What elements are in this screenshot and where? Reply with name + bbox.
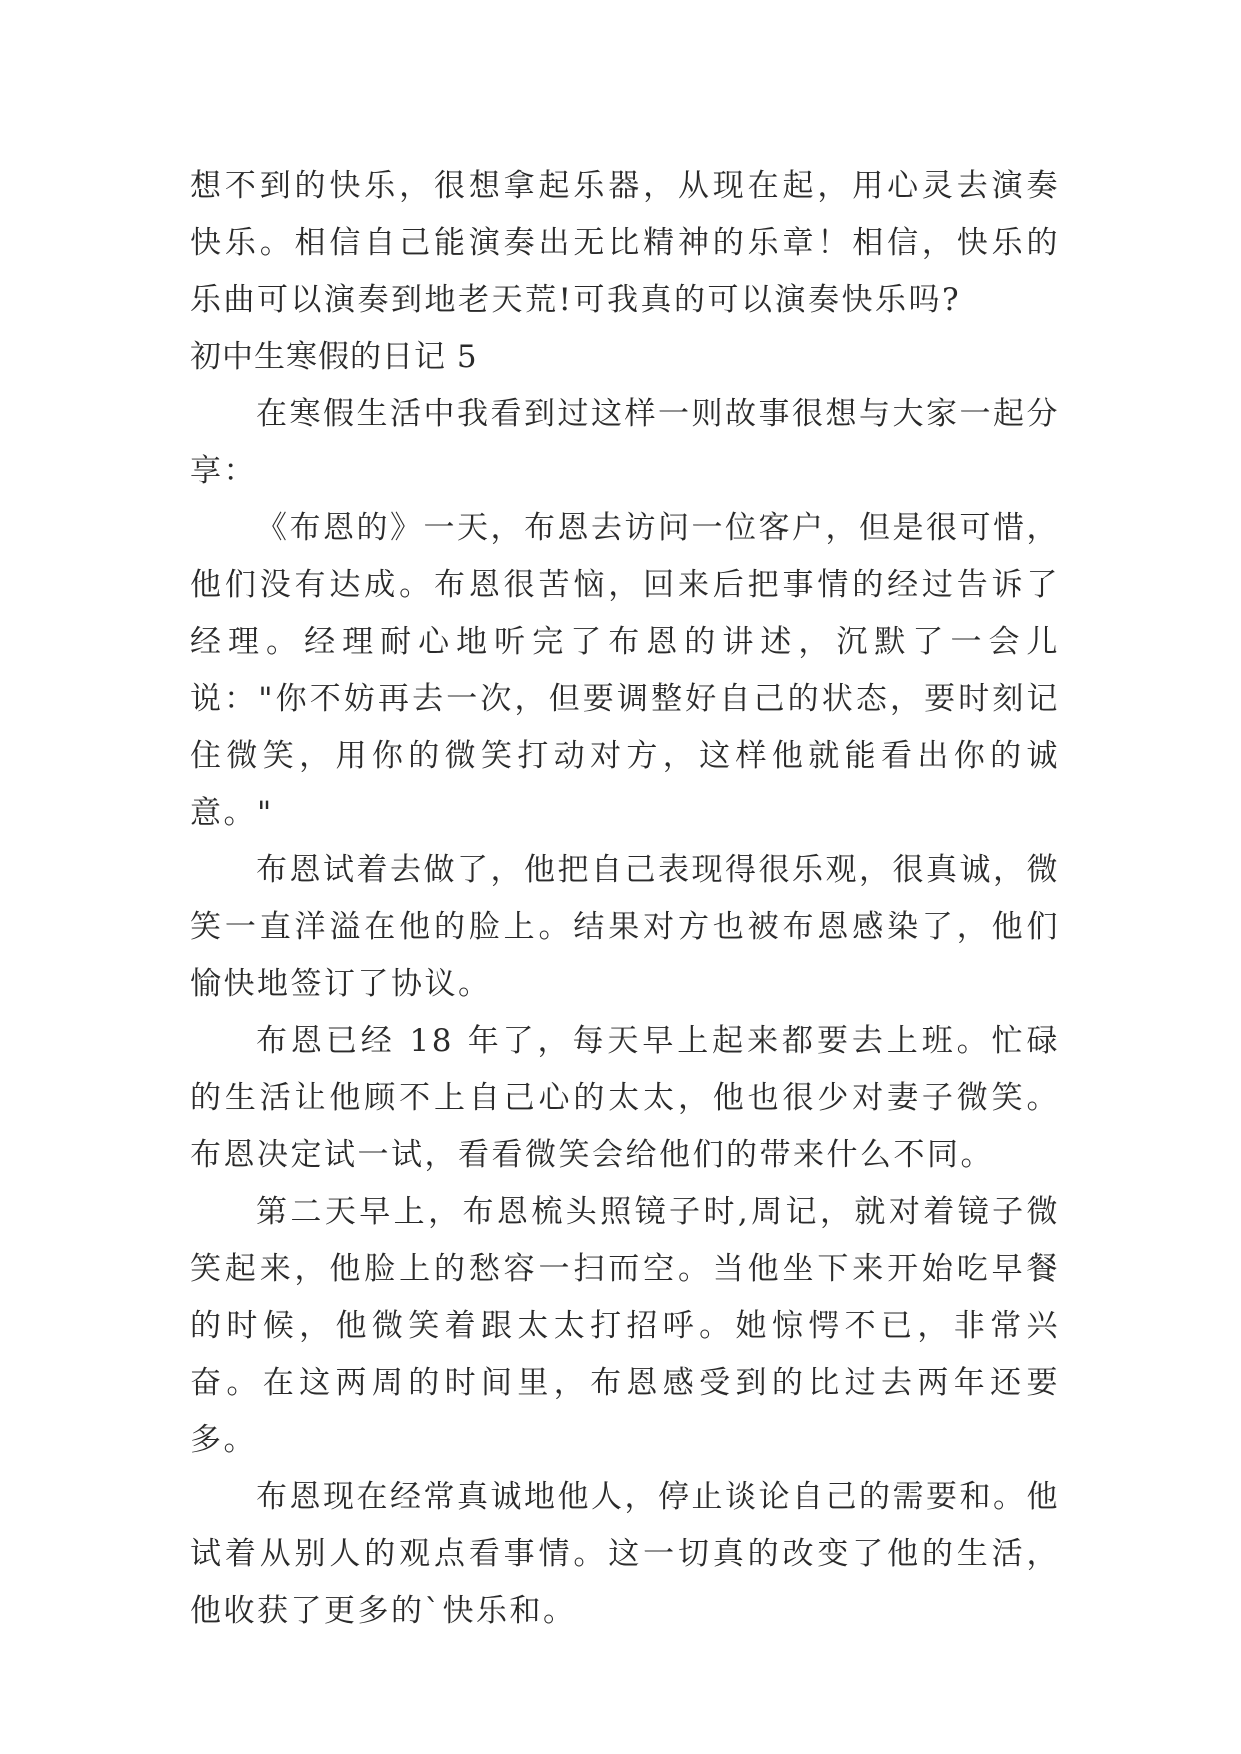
body-paragraph: 在寒假生活中我看到过这样一则故事很想与大家一起分享： — [190, 396, 1060, 489]
section-heading: 初中生寒假的日记 5 — [190, 339, 478, 375]
body-paragraph: 布恩已经 18 年了，每天早上起来都要去上班。忙碌的生活让他顾不上自己心的太太，他也很少对妻子微笑。布恩决定试一试，看看微笑会给他们的带来什么不同。 — [190, 1023, 1060, 1173]
continuation-paragraph: 想不到的快乐，很想拿起乐器，从现在起，用心灵去演奏快乐。相信自己能演奏出无比精神的乐章！相信，快乐的乐曲可以演奏到地老天荒!可我真的可以演奏快乐吗? — [190, 168, 1060, 318]
body-paragraph: 布恩现在经常真诚地他人，停止谈论自己的需要和。他试着从别人的观点看事情。这一切真的改变了他的生活，他收获了更多的`快乐和。 — [190, 1479, 1060, 1629]
document-body — [190, 158, 1060, 1640]
body-paragraph: 第二天早上，布恩梳头照镜子时,周记，就对着镜子微笑起来，他脸上的愁容一扫而空。当他坐下来开始吃早餐的时候，他微笑着跟太太打招呼。她惊愕不已，非常兴奋。在这两周的时间里，布恩感受到的比过去两年还要多。 — [190, 1194, 1060, 1458]
body-paragraph: 布恩试着去做了，他把自己表现得很乐观，很真诚，微笑一直洋溢在他的脸上。结果对方也被布恩感染了，他们愉快地签订了协议。 — [190, 852, 1060, 1002]
body-paragraph: 《布恩的》一天，布恩去访问一位客户，但是很可惜，他们没有达成。布恩很苦恼，回来后把事情的经过告诉了经理。经理耐心地听完了布恩的讲述，沉默了一会儿说："你不妨再去一次，但要调整好自己的状态，要时刻记住微笑，用你的微笑打动对方，这样他就能看出你的诚意。" — [190, 510, 1060, 831]
